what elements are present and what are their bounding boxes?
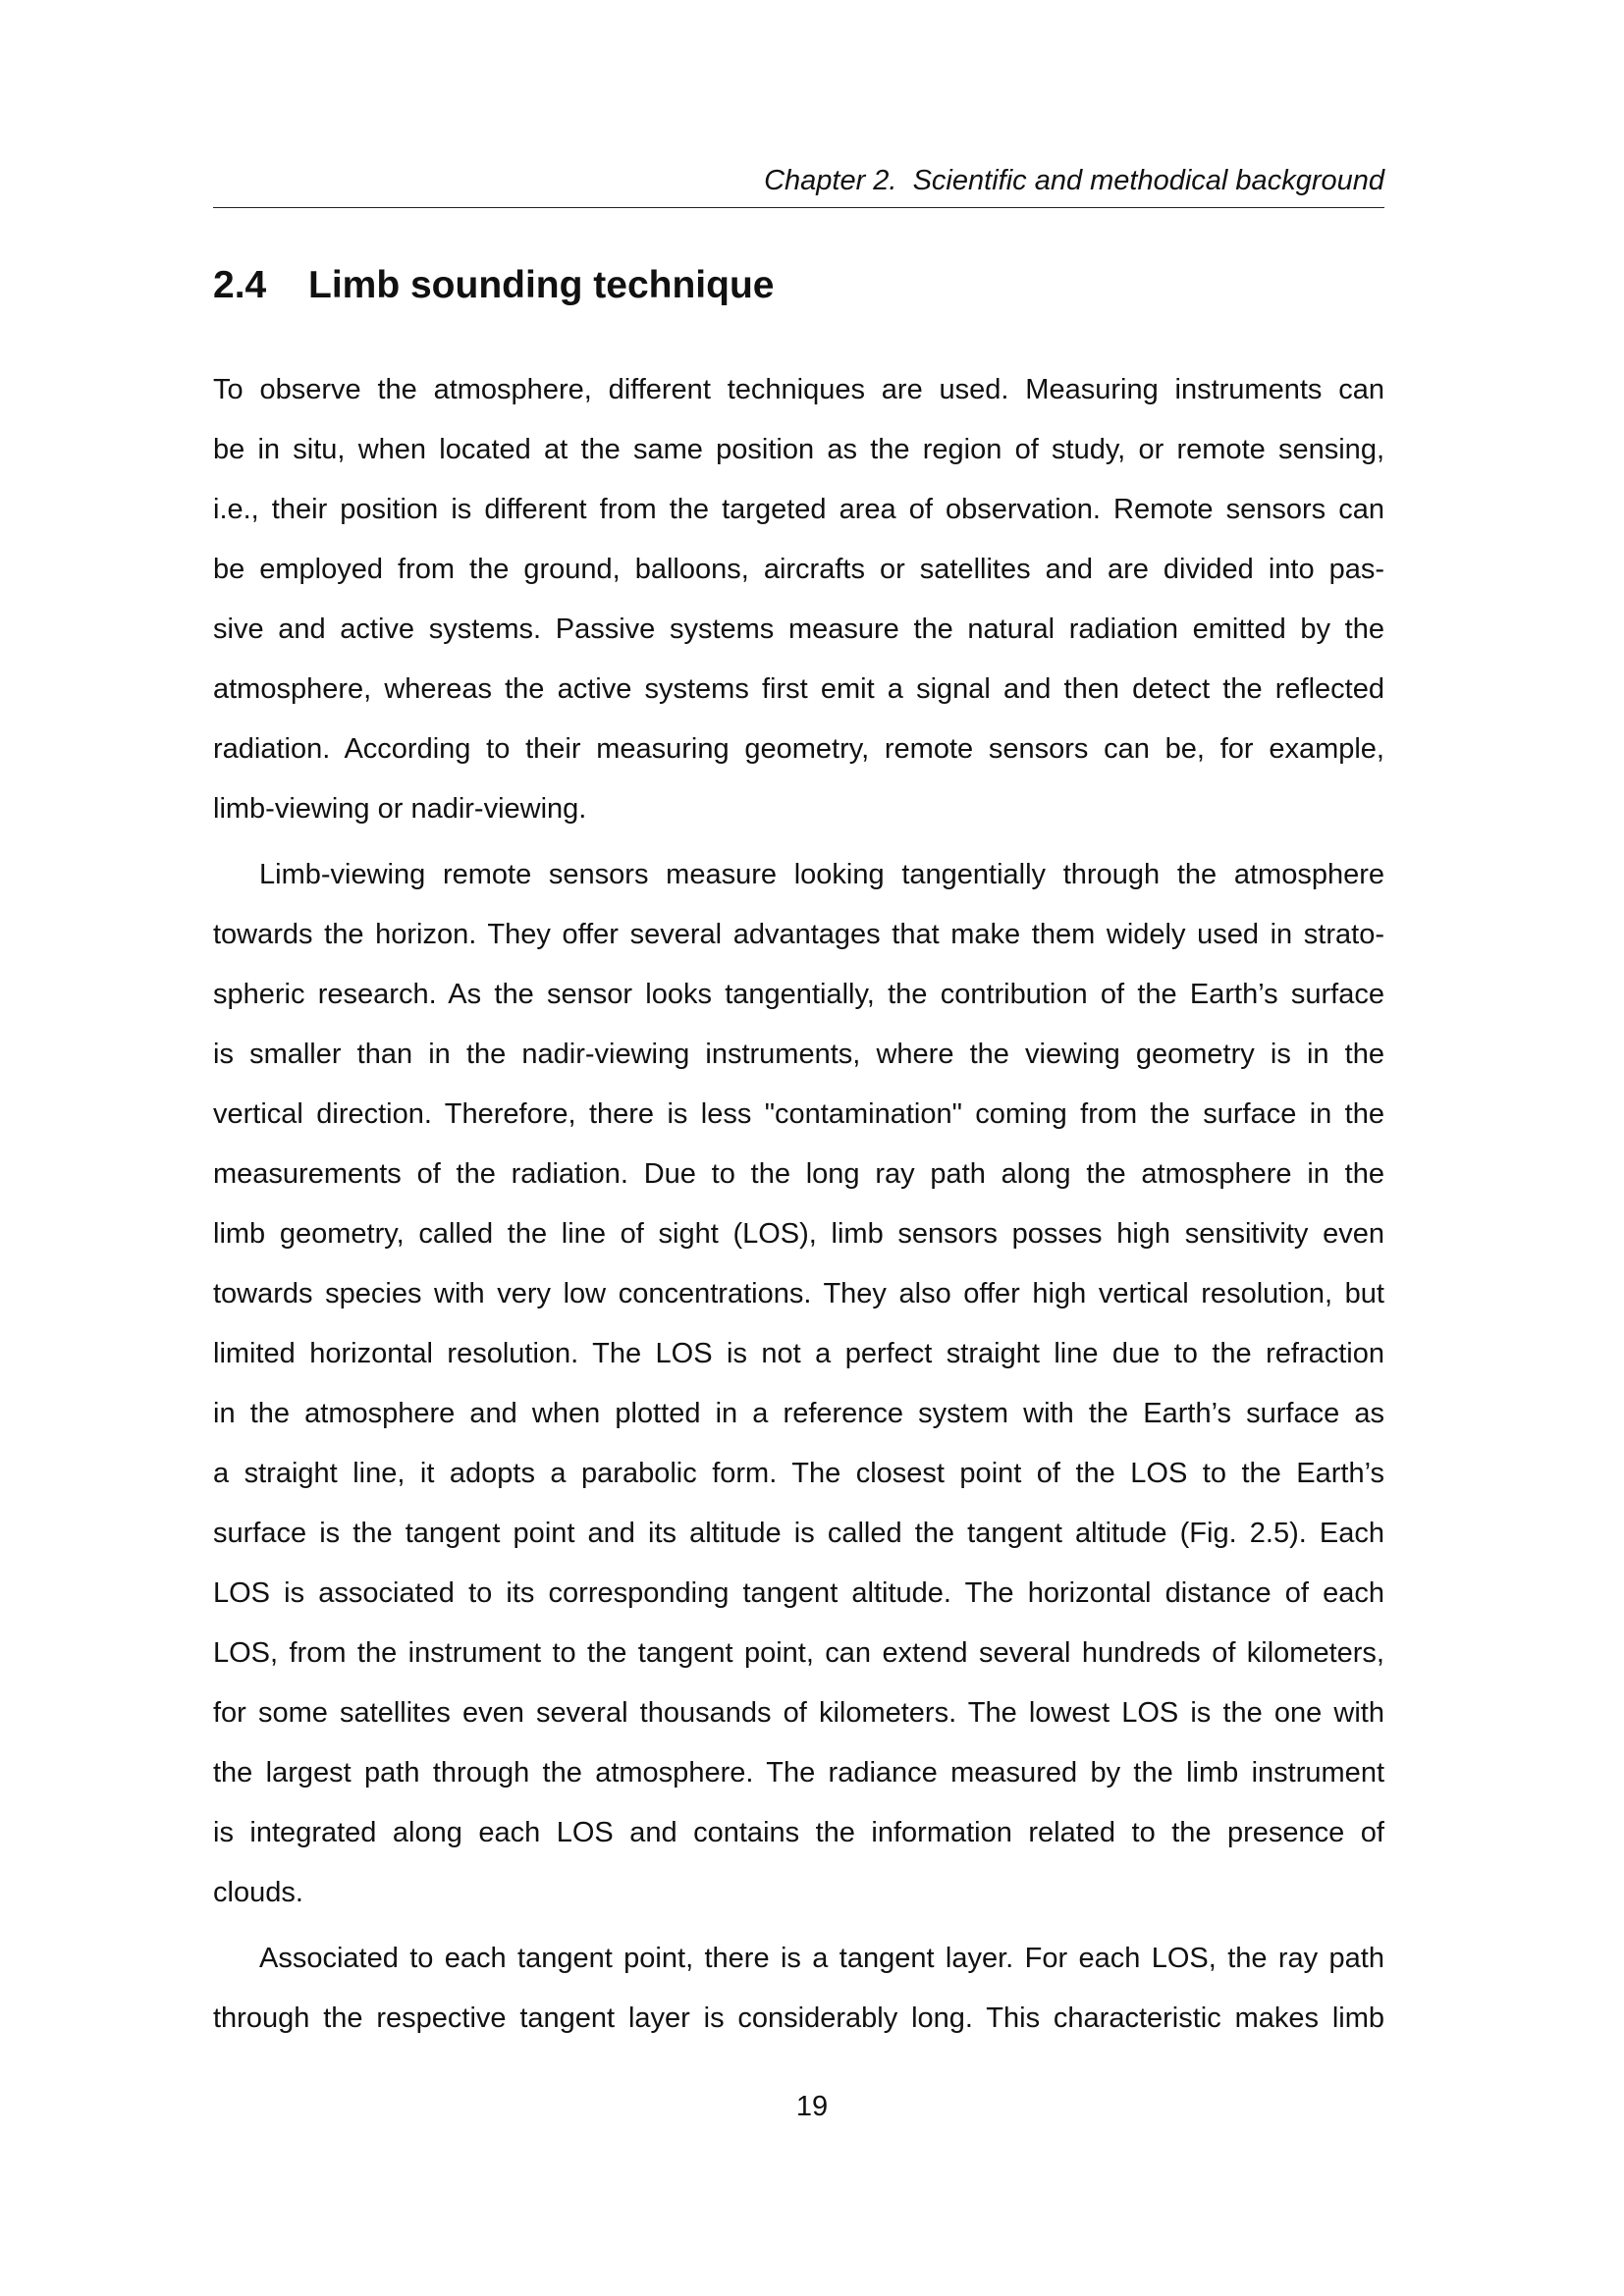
text-line: spheric research. As the sensor looks tangentially, the contribution of the Earth’s surface	[213, 979, 1384, 1010]
text-line: Associated to each tangent point, there is a tangent layer. For each LOS, the ray path	[259, 1943, 1384, 1974]
section-title: Limb sounding technique	[308, 264, 775, 306]
paragraph	[213, 845, 1384, 1923]
text-line: atmosphere, whereas the active systems first emit a signal and then detect the reflected	[213, 673, 1384, 705]
section-number: 2.4	[213, 264, 267, 306]
text-line: for some satellites even several thousands of kilometers. The lowest LOS is the one with	[213, 1697, 1384, 1729]
text-line: be in situ, when located at the same position as the region of study, or remote sensing,	[213, 434, 1384, 465]
text-line: limited horizontal resolution. The LOS is not a perfect straight line due to the refraction	[213, 1338, 1384, 1369]
paragraph	[213, 1929, 1384, 2049]
text-line: clouds.	[213, 1877, 303, 1908]
text-line: the largest path through the atmosphere. The radiance measured by the limb instrument	[213, 1757, 1384, 1789]
text-line: is smaller than in the nadir-viewing instruments, where the viewing geometry is in the	[213, 1039, 1384, 1070]
section-heading	[213, 263, 774, 308]
page-number: 19	[795, 2091, 829, 2122]
text-line: measurements of the radiation. Due to the long ray path along the atmosphere in the	[213, 1158, 1384, 1190]
text-line: LOS is associated to its corresponding tangent altitude. The horizontal distance of each	[213, 1577, 1384, 1609]
header-rule	[213, 207, 1384, 208]
text-line: To observe the atmosphere, different techniques are used. Measuring instruments can	[213, 374, 1384, 405]
text-line: LOS, from the instrument to the tangent point, can extend several hundreds of kilometers,	[213, 1637, 1384, 1669]
text-line: surface is the tangent point and its altitude is called the tangent altitude (Fig. 2.5). Each	[213, 1518, 1384, 1549]
text-line: limb geometry, called the line of sight (LOS), limb sensors posses high sensitivity even	[213, 1218, 1384, 1250]
text-line: is integrated along each LOS and contains the information related to the presence of	[213, 1817, 1384, 1848]
paragraph	[213, 360, 1384, 839]
text-line: through the respective tangent layer is considerably long. This characteristic makes limb	[213, 2002, 1384, 2034]
body-text	[213, 360, 1384, 2055]
running-head: Chapter 2. Scientific and methodical background	[764, 165, 1384, 196]
text-line: towards the horizon. They offer several advantages that make them widely used in strato-	[213, 919, 1384, 950]
text-line: limb-viewing or nadir-viewing.	[213, 793, 587, 825]
text-line: be employed from the ground, balloons, aircrafts or satellites and are divided into pas-	[213, 554, 1384, 585]
text-line: Limb-viewing remote sensors measure looking tangentially through the atmosphere	[259, 859, 1384, 890]
text-line: vertical direction. Therefore, there is less "contamination" coming from the surface in the	[213, 1098, 1384, 1130]
text-line: i.e., their position is different from the targeted area of observation. Remote sensors can	[213, 494, 1384, 525]
text-line: towards species with very low concentrations. They also offer high vertical resolution, but	[213, 1278, 1384, 1309]
text-line: sive and active systems. Passive systems measure the natural radiation emitted by the	[213, 614, 1384, 645]
text-line: in the atmosphere and when plotted in a reference system with the Earth’s surface as	[213, 1398, 1384, 1429]
text-line: a straight line, it adopts a parabolic form. The closest point of the LOS to the Earth’s	[213, 1458, 1384, 1489]
text-line: radiation. According to their measuring geometry, remote sensors can be, for example,	[213, 733, 1384, 765]
